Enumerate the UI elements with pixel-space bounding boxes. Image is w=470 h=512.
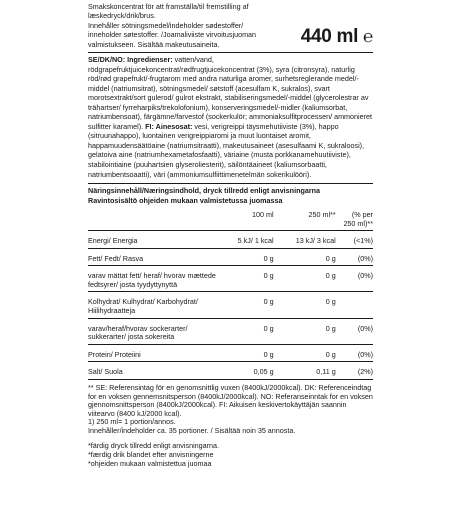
value-percent: (0%) [340, 248, 373, 266]
row-label: varav mättat fett/ heraf/ hvorav mættede fedtsyrer/ josta tyydyttynyttä [88, 266, 223, 292]
description-line: inneholder søtestoffer. /Joamaliviiste virvoitusjuoman [88, 30, 257, 40]
column-header-250ml: 250 ml** [278, 211, 340, 231]
footnote-text: ** SE: Referensintag för en genomsnittlig vuxen (8400kJ/2000kcal). DK: Referenceindtag for en voksen gennemsnitsperson (8400kJ/2000kcal). NO: Referanseinntak for en voksen gjennomsnittsperson (8400kJ/2000kcal). FI: Aikuisen keskivertokäyttäjän saannin viitearvo (8400 kJ/2000 kcal). [88, 383, 373, 418]
preparation-note: *færdig drik blandet efter anvisningerne [88, 449, 214, 459]
row-label: Salt/ Suola [88, 362, 223, 380]
net-volume [301, 26, 373, 48]
value-percent: (<1%) [340, 231, 373, 249]
value-percent: (0%) [340, 266, 373, 292]
estimated-sign-icon: ℮ [363, 27, 373, 46]
value-100ml: 0 g [223, 248, 277, 266]
value-percent: (2%) [340, 362, 373, 380]
value-100ml: 0 g [223, 266, 277, 292]
portion-size: 1) 250 ml= 1 portion/annos. [88, 417, 176, 427]
value-250ml: 13 kJ/ 3 kcal [278, 231, 340, 249]
product-label [88, 2, 373, 468]
value-100ml: 0 g [223, 292, 277, 318]
label-header [88, 2, 373, 50]
preparation-notes [88, 442, 373, 468]
description-line: Smakskoncentrat för att framställa/til fremstilling af læskedryck/drik/brus. [88, 2, 249, 21]
value-250ml: 0 g [278, 318, 340, 344]
ingredients-label-fi: FI: Ainesosat: [145, 121, 193, 131]
divider [88, 52, 373, 53]
row-label: Fett/ Fedt/ Rasva [88, 248, 223, 266]
value-250ml: 0 g [278, 266, 340, 292]
description-line: Innehåller sötningsmedel/indeholder sødestoffer/ [88, 20, 244, 30]
value-100ml: 0 g [223, 318, 277, 344]
ingredients-label-se-dk-no: SE/DK/NO: Ingredienser: [88, 55, 173, 64]
nutrition-section [88, 183, 373, 468]
preparation-note: *ohjeiden mukaan valmistettua juomaa [88, 458, 212, 468]
ingredients-list [88, 55, 373, 179]
value-250ml: 0 g [278, 292, 340, 318]
value-100ml: 0,05 g [223, 362, 277, 380]
value-100ml: 5 kJ/ 1 kcal [223, 231, 277, 249]
product-description [88, 2, 316, 49]
table-row [88, 248, 373, 266]
value-250ml: 0,11 g [278, 362, 340, 380]
value-percent: (0%) [340, 318, 373, 344]
ingredients-text-se-dk-no: vatten/vand, rödgrapefruktjuicekoncentrat/rødfrugtjuicekoncentrat (3%), syra (citronsyra), naturlig röd/rød grapefrukt/-frugtarom med andra naturliga aromer, surhetsreglerande medel/-middel (natriumsitrat), sötningsmedel/ søtstoff (acesulfam K, sukralos), svart morotsextrakt/sort gulerod/ gulrot ekstrakt, stabiliseringsmedel/-middel (glycerolestrar av trähartser/ fyrreharpiks/trekolofonium), konserveringsmedel/-midler (kaliumsorbat, natriumbensoat), färgämne/farvestof (sockerkulör; ammoniaksulfitprocessen/ ammonieret sulfitter karamel). [88, 55, 373, 131]
row-label: varav/heraf/hvorav sockerarter/ sukkerarter/ josta sokereita [88, 318, 223, 344]
nutrition-heading-line: Ravintosisältö ohjeiden mukaan valmistetussa juomassa [88, 195, 283, 205]
value-percent: (0%) [340, 344, 373, 362]
table-row [88, 318, 373, 344]
nutrition-heading [88, 184, 373, 205]
preparation-note: *färdig dryck tillredd enligt anvisningarna. [88, 441, 220, 451]
row-label: Energi/ Energia [88, 231, 223, 249]
row-label: Kolhydrat/ Kulhydrat/ Karbohydrat/ Hiilihydraatteja [88, 292, 223, 318]
table-row [88, 362, 373, 380]
table-row [88, 292, 373, 318]
table-row [88, 266, 373, 292]
row-label: Protein/ Proteiini [88, 344, 223, 362]
column-header-percent: (% per 250 ml)** [340, 211, 373, 231]
nutrition-heading-line: Näringsinnehåll/Næringsindhold, dryck tillredd enligt anvisningarna [88, 186, 321, 196]
portion-count: Innehåller/indeholder ca. 35 portioner. / Sisältää noin 35 annosta. [88, 425, 296, 435]
value-250ml: 0 g [278, 248, 340, 266]
value-100ml: 0 g [223, 344, 277, 362]
ingredients-text-fi: vesi, verigreippi täysmehutiiviste (3%), happo (sitruunahappo), luontainen verigreippiaromi ja muut luontaiset aromit, happamuudensäätöaine (natriumsitraatti), makeutusaineet (asesulfaami K, sukraloosi), gelatoiva aine (natriumhexametafosfaatti), väriaine (musta porkkanamehuutiiviste), stabilointiaine (puuhartsien glyseroliesterit), säilöntäaineet (kaliumsorbaatti, natriumbentsoaatti), väri (ammoniumsulfiittimenetelmän sokerikulööri). [88, 121, 365, 179]
reference-intake-footnote [88, 384, 373, 435]
value-250ml: 0 g [278, 344, 340, 362]
table-row [88, 231, 373, 249]
description-line: valmistukseen. Sisältää makeutusaineita. [88, 39, 220, 49]
volume-value: 440 ml [300, 26, 359, 47]
value-percent [340, 292, 373, 318]
table-row [88, 344, 373, 362]
nutrition-table [88, 211, 373, 380]
table-header-empty [88, 211, 223, 231]
table-header-row [88, 211, 373, 231]
column-header-100ml: 100 ml [223, 211, 277, 231]
